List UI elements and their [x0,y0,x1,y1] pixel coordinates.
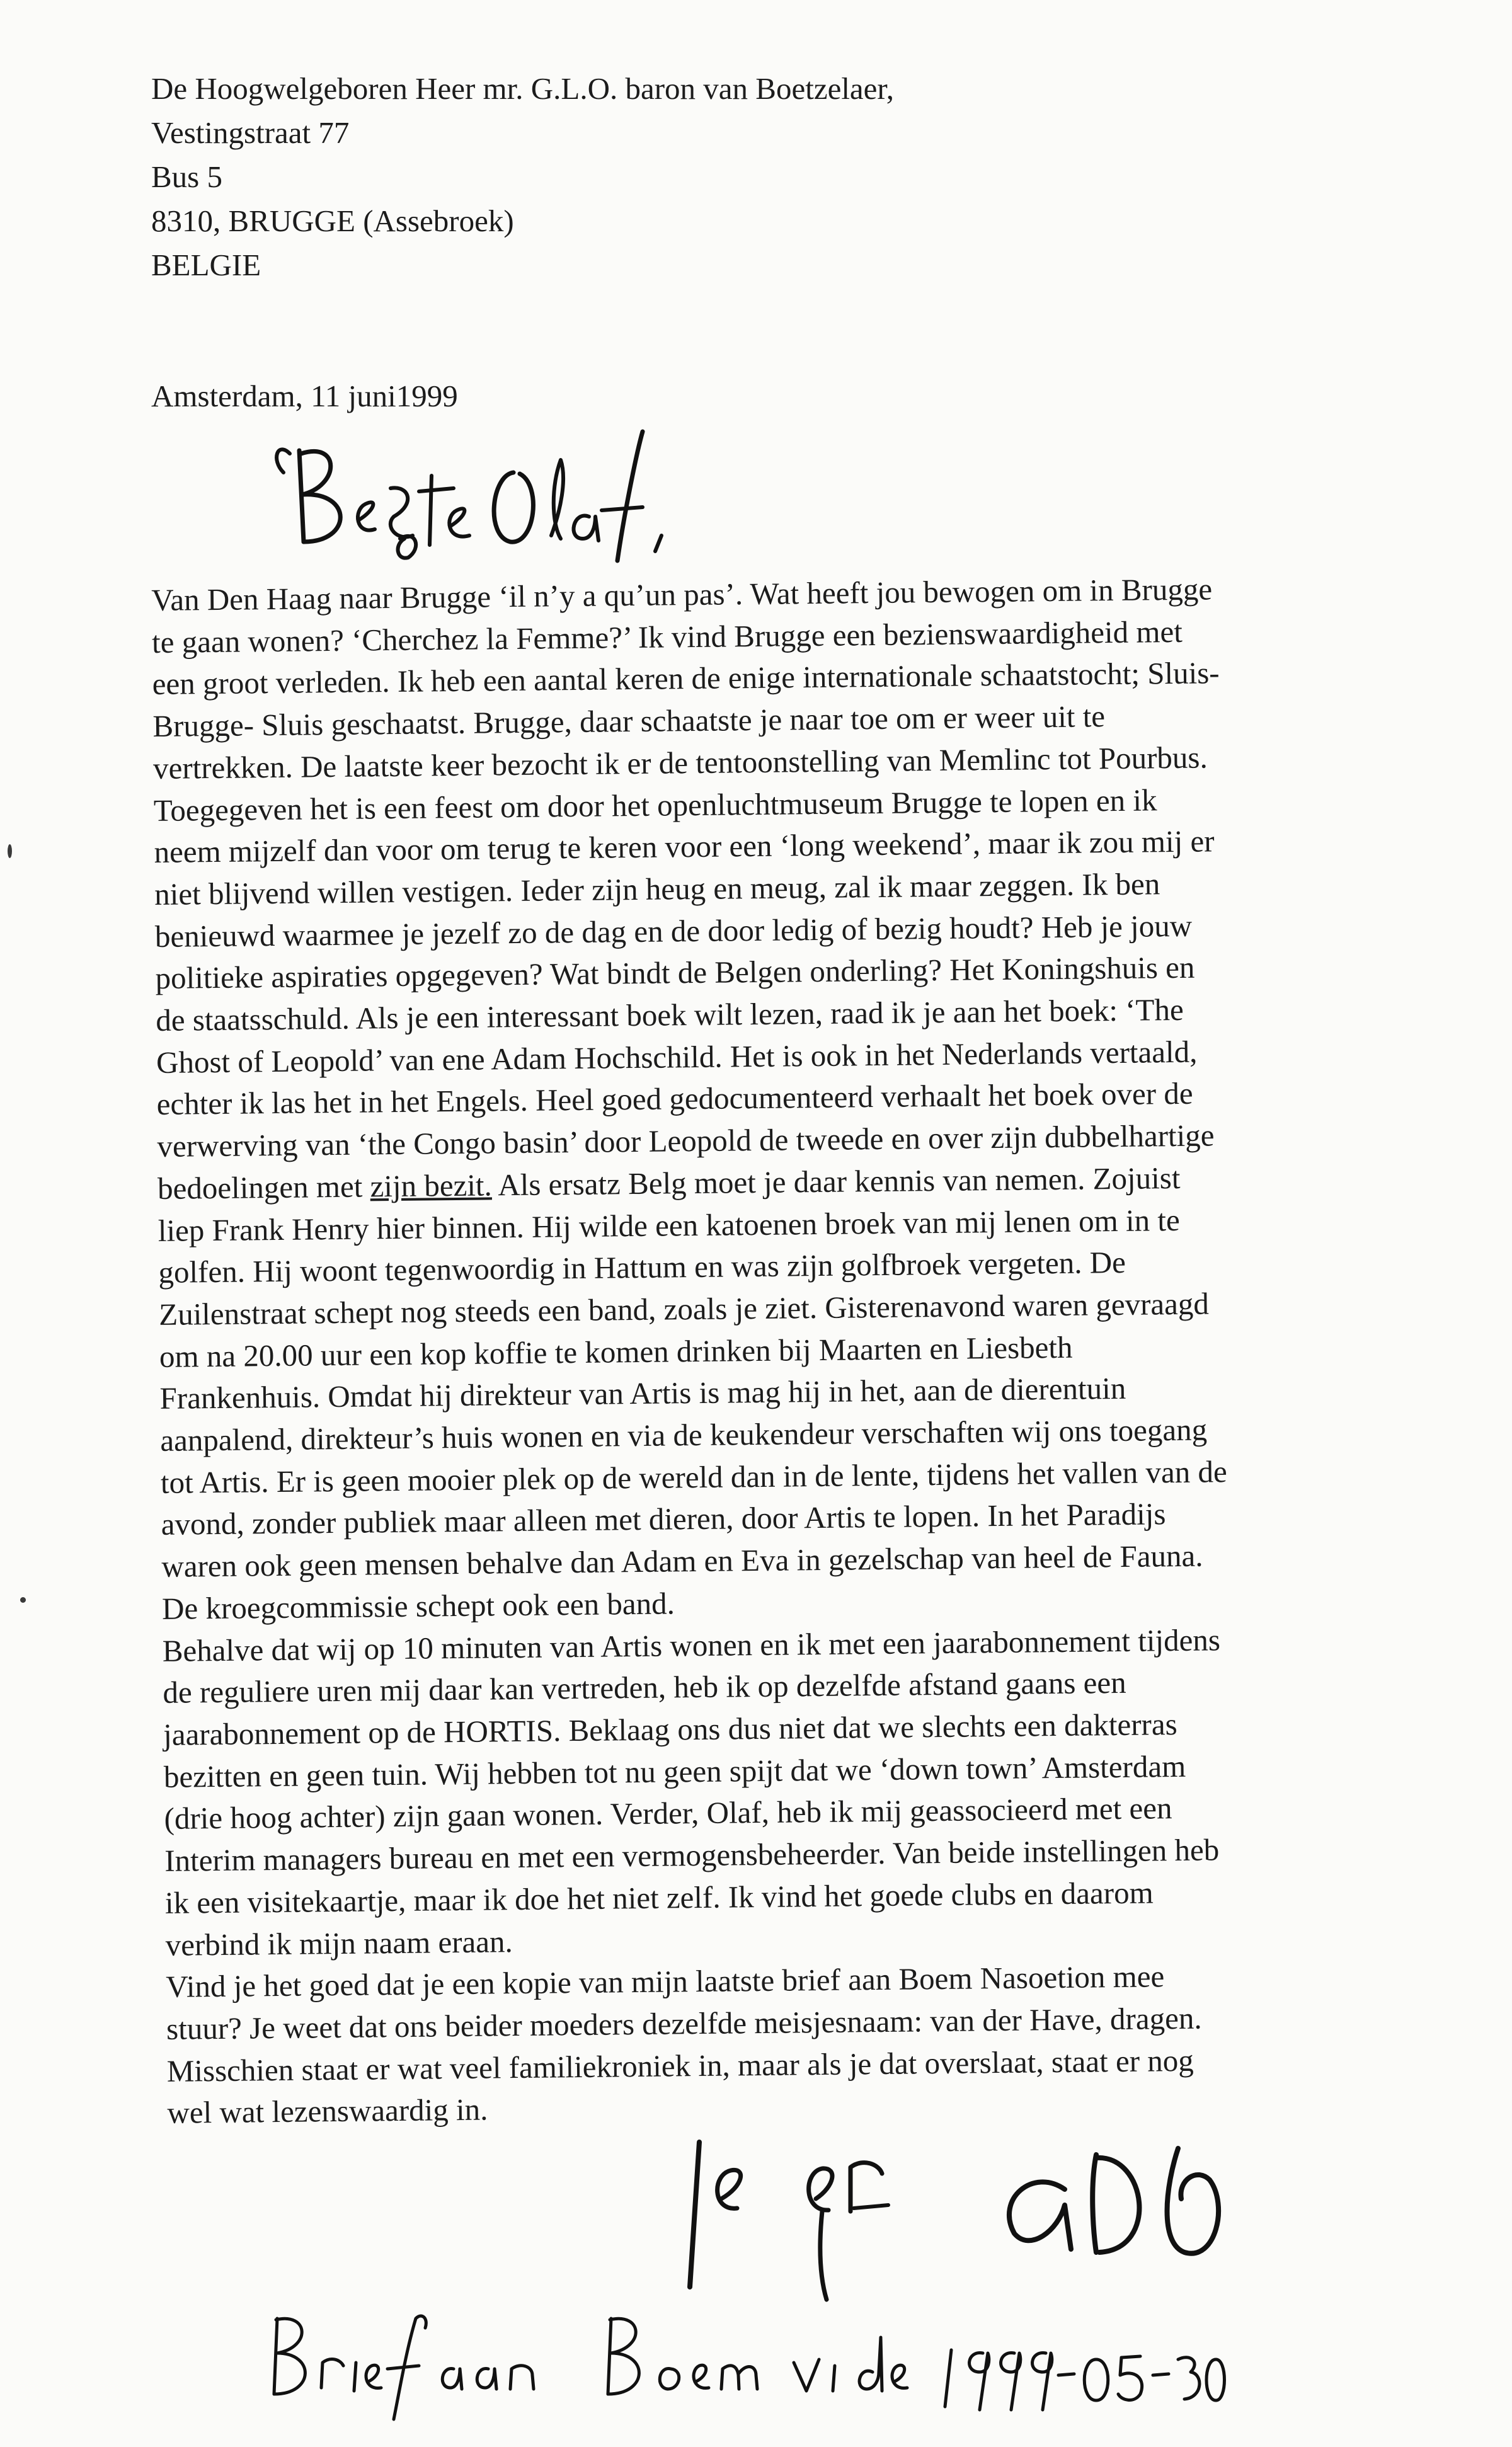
body-line: een groot verleden. Ik heb een aantal keren de enige internationale schaatstocht; Sluis- [152,655,1220,702]
letter-body [151,566,1428,2135]
body-line: de staatsschuld. Als je een interessant boek wilt lezen, raad ik je aan het boek: ‘The [156,992,1184,1038]
body-line: niet blijvend willen vestigen. Ieder zijn heug en meug, zal ik maar zeggen. Ik ben [154,866,1160,912]
scan-speck [8,844,12,858]
body-line: liep Frank Henry hier binnen. Hij wilde een katoenen broek van mij lenen om in te [158,1202,1181,1248]
body-line: verwerving van ‘the Congo basin’ door Leopold de tweede en over zijn dubbelhartige [157,1118,1215,1164]
body-line: avond, zonder publiek maar alleen met dieren, door Artis te lopen. In het Paradijs [161,1496,1166,1542]
body-line: Brugge- Sluis geschaatst. Brugge, daar schaatste je naar toe om er weer uit te [152,699,1106,744]
body-line: echter ik las het in het Engels. Heel goed gedocumenteerd verhaalt het boek over de [156,1076,1193,1122]
handwritten-annotation [252,2300,1228,2426]
handwritten-signature [662,2129,1292,2312]
body-line: stuur? Je weet dat ons beider moeders dezelfde meisjesnaam: van der Have, dragen. [166,2000,1202,2046]
body-line: Zuilenstraat schept nog steeds een band, zoals je ziet. Gisterenavond waren gevraagd [158,1286,1210,1332]
body-line: Misschien staat er wat veel familiekroniek in, maar als je dat overslaat, staat er nog [166,2043,1194,2089]
address-line: De Hoogwelgeboren Heer mr. G.L.O. baron van Boetzelaer, [151,71,895,106]
body-line: (drie hoog achter) zijn gaan wonen. Verder, Olaf, heb ik mij geassocieerd met een [164,1791,1172,1837]
body-line: Van Den Haag naar Brugge ‘il n’y a qu’un pas’. Wat heeft jou bewogen om in Brugge [151,571,1213,617]
body-line: wel wat lezenswaardig in. [167,2092,488,2131]
body-line: de reguliere uren mij daar kan vertreden, heb ik op dezelfde afstand gaans een [163,1665,1126,1711]
body-line: Toegegeven het is een feest om door het openluchtmuseum Brugge te lopen en ik [153,782,1157,828]
dateline: Amsterdam, 11 juni1999 [151,379,458,413]
body-line: Ghost of Leopold’ van ene Adam Hochschild. Het is ook in het Nederlands vertaald, [156,1034,1198,1080]
body-line: politieke aspiraties opgegeven? Wat bindt de Belgen onderling? Het Koningshuis en [155,950,1195,996]
address-line: BELGIE [151,248,261,282]
body-line: te gaan wonen? ‘Cherchez la Femme?’ Ik vind Brugge een bezienswaardigheid met [151,614,1183,660]
address-line: 8310, BRUGGE (Assebroek) [151,203,514,238]
body-line: tot Artis. Er is geen mooier plek op de wereld dan in de lente, tijdens het vallen van de [160,1453,1227,1500]
body-line: Interim managers bureau en met een vermogensbeheerder. Van beide instellingen heb [164,1832,1220,1878]
body-line: jaarabonnement op de HORTIS. Beklaag ons dus niet dat we slechts een dakterras [163,1707,1177,1752]
underlined-phrase: zijn bezit. [370,1167,493,1204]
body-text-fragment: Als ersatz Belg moet je daar kennis van nemen. Zojuist [491,1160,1181,1203]
body-line: neem mijzelf dan voor om terug te keren voor een ‘long weekend’, maar ik zou mij er [154,823,1215,870]
address-line: Vestingstraat 77 [151,115,350,150]
body-line: om na 20.00 uur een kop koffie te komen drinken bij Maarten en Liesbeth [159,1329,1073,1374]
body-line: waren ook geen mensen behalve dan Adam en Eva in gezelschap van heel de Fauna. [161,1538,1203,1585]
body-line: golfen. Hij woont tegenwoordig in Hattum en was zijn golfbroek vergeten. De [158,1245,1126,1290]
body-line: benieuwd waarmee je jezelf zo de dag en de door ledig of bezig houdt? Heb je jouw [154,908,1193,954]
address-line: Bus 5 [151,159,223,194]
handwritten-salutation [265,416,693,580]
body-line: Vind je het goed dat je een kopie van mijn laatste brief aan Boem Nasoetion mee [166,1959,1165,2005]
scan-speck [20,1597,26,1603]
body-line: Behalve dat wij op 10 minuten van Artis wonen en ik met een jaarabonnement tijdens [162,1622,1221,1668]
body-line: vertrekken. De laatste keer bezocht ik er de tentoonstelling van Memlinc tot Pourbus. [152,740,1208,786]
body-line: Frankenhuis. Omdat hij direkteur van Artis is mag hij in het, aan de dierentuin [159,1371,1126,1416]
body-line: De kroegcommissie schept ook een band. [161,1586,675,1626]
recipient-address [151,67,894,287]
body-line: aanpalend, direkteur’s huis wonen en via de keukendeur verschaften wij ons toegang [160,1412,1208,1458]
body-line: verbind ik mijn naam eraan. [165,1923,513,1963]
body-text-fragment: bedoelingen met [157,1169,370,1206]
body-line: bezitten en geen tuin. Wij hebben tot nu geen spijt dat we ‘down town’ Amsterdam [163,1748,1186,1794]
body-line: ik een visitekaartje, maar ik doe het niet zelf. Ik vind het goede clubs en daarom [164,1875,1154,1920]
